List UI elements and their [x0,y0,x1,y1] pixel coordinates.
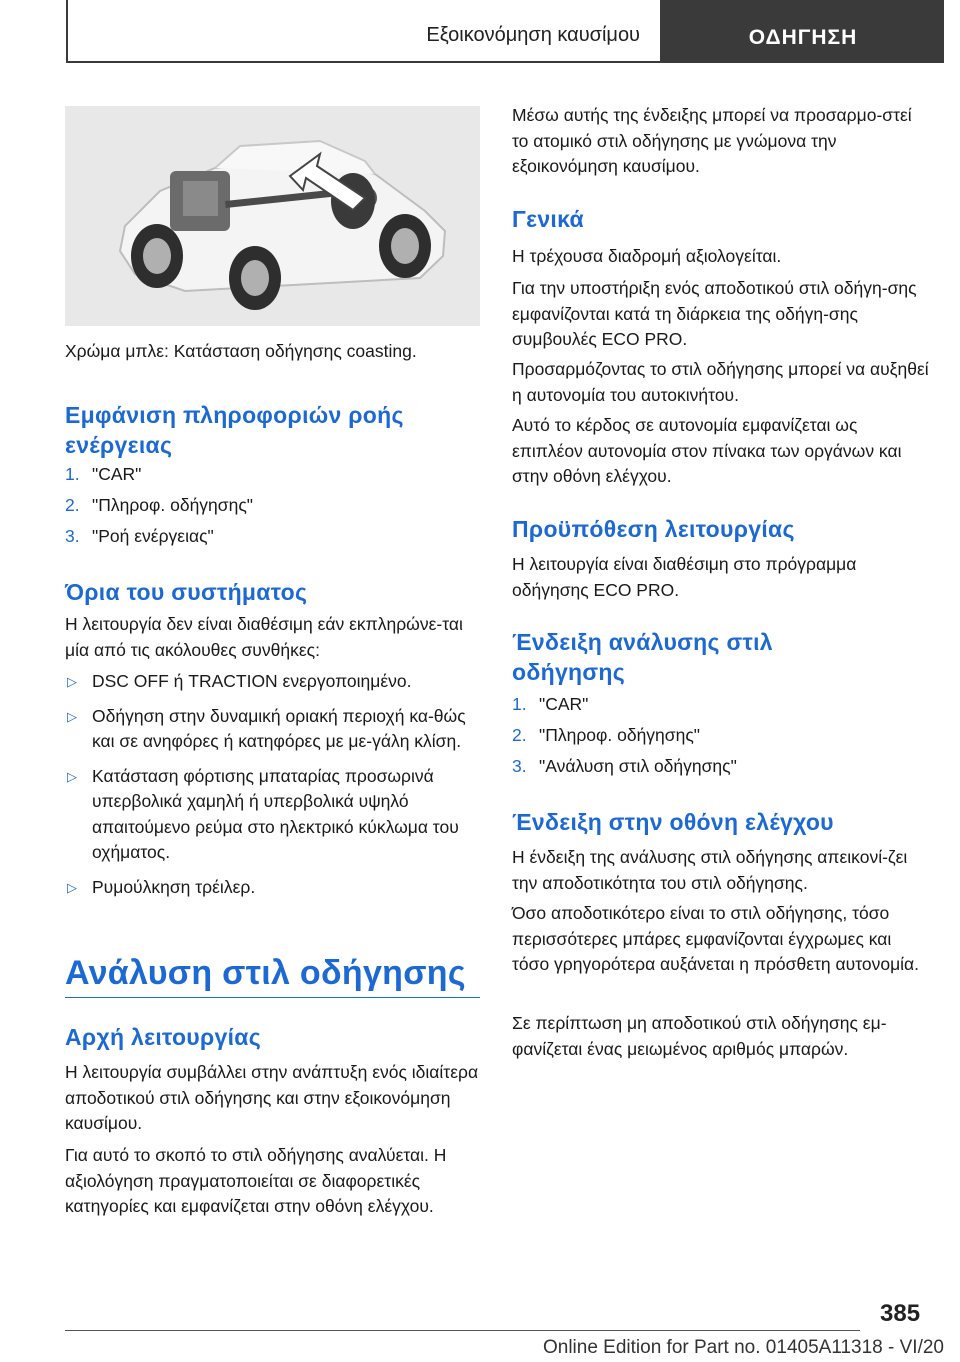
bullet-text: Οδήγηση στην δυναμική οριακή περιοχή κα-θώς και σε ανηφόρες ή κατηφόρες με με-γάλη κλίση. [92,705,466,751]
energy-flow-steps [65,459,480,552]
energy-flow-heading [65,400,480,460]
system-limits-heading: Όρια του συστήματος [65,579,308,605]
list-item [65,764,480,866]
general-heading: Γενικά [512,206,584,232]
list-item [512,720,932,751]
list-item [65,490,480,521]
section-divider [65,997,480,998]
system-limits-bullets [65,669,480,909]
car-icon [65,106,480,326]
step-number: 1. [65,464,80,484]
requirement-paragraph: Η λειτουργία είναι διαθέσιμη στο πρόγραμμα οδήγησης ECO PRO. [512,554,857,600]
bullet-triangle-icon: ▷ [67,674,77,689]
step-text: "CAR" [539,694,589,714]
bullet-text: Ρυμούλκηση τρέιλερ. [92,876,256,897]
list-item [65,521,480,552]
control-display-heading: Ένδειξη στην οθόνη ελέγχου [512,809,834,835]
analysis-display-heading [512,627,932,687]
chapter-tab [662,0,944,63]
step-text: "Πληροφ. οδήγησης" [92,495,253,515]
bullet-triangle-icon: ▷ [67,708,77,724]
principle-paragraph-1: Η λειτουργία συμβάλλει στην ανάπτυξη ενός ιδιαίτερα αποδοτικού στιλ οδήγησης και στην εξοικονόμηση καυσίμου. [65,1062,479,1133]
bullet-triangle-icon: ▷ [67,879,77,895]
footer-divider [65,1330,860,1331]
step-text: "Πληροφ. οδήγησης" [539,725,700,745]
list-item [65,459,480,490]
analysis-display-steps [512,689,932,782]
analysis-display-heading-line1: Ένδειξη ανάλυσης στιλ [512,629,773,655]
control-display-paragraph-2: Όσο αποδοτικότερο είναι το στιλ οδήγησης, τόσο περισσότερες μπάρες εμφανίζονται έγχρωμες και τόσο γρηγορότερα αυξάνεται η πρόσθετη αυτονομία. [512,903,920,974]
step-number: 2. [65,495,80,515]
energy-flow-heading-line1: Εμφάνιση πληροφοριών ροής [65,402,404,428]
bullet-text: Κατάσταση φόρτισης μπαταρίας προσωρινά υπερβολικά χαμηλή ή υπερβολικά υψηλό απαιτούμενο ρεύμα στο ηλεκτρικό κύκλωμα του οχήματος. [92,765,459,862]
bullet-text: DSC OFF ή TRACTION ενεργοποιημένο. [92,671,412,691]
general-paragraph-2: Για την υποστήριξη ενός αποδοτικού στιλ οδήγη-σης εμφανίζονται κατά τη διάρκεια της οδήγη-σης συμβουλές ECO PRO. [512,278,917,349]
energy-flow-heading-line2: ενέργειας [65,432,173,458]
step-number: 3. [65,526,80,546]
general-paragraph-4: Αυτό το κέρδος σε αυτονομία εμφανίζεται ως επιπλέον αυτονομία στον πίνακα των οργάνων και στην οθόνη ελέγχου. [512,415,902,486]
car-coasting-illustration [65,106,480,326]
driving-style-heading: Ανάλυση στιλ οδήγησης [65,954,466,992]
driving-style-paragraph: Μέσω αυτής της ένδειξης μπορεί να προσαρμο-στεί το ατομικό στιλ οδήγησης με γνώμονα την εξοικονόμηση καυσίμου. [512,105,912,176]
step-number: 1. [512,694,527,714]
chapter-tab-label: ΟΔΗΓΗΣΗ [748,26,858,49]
step-text: "CAR" [92,464,142,484]
list-item [65,704,480,755]
control-display-paragraph-1: Η ένδειξη της ανάλυσης στιλ οδήγησης απεικονί-ζει την αποδοτικότητα του στιλ οδήγησης. [512,847,908,893]
footer-edition-text: Online Edition for Part no. 01405A11318 - VI/20 [542,1337,944,1358]
step-number: 3. [512,756,527,776]
section-title: Εξοικονόμηση καυσίμου [426,24,640,46]
page-number: 385 [880,1300,921,1327]
analysis-display-heading-line2: οδήγησης [512,659,626,685]
list-item [65,875,480,901]
image-caption: Χρώμα μπλε: Κατάσταση οδήγησης coasting. [65,341,417,361]
step-text: "Ροή ενέργειας" [92,526,214,546]
header-section-box [66,0,662,63]
step-text: "Ανάλυση στιλ οδήγησης" [539,756,737,776]
control-display-paragraph-3: Σε περίπτωση μη αποδοτικού στιλ οδήγησης εμ-φανίζεται ένας μειωμένος αριθμός μπαρών. [512,1013,887,1059]
principle-paragraph-2: Για αυτό το σκοπό το στιλ οδήγησης αναλύεται. Η αξιολόγηση πραγματοποιείται σε διαφορετικές κατηγορίες και εμφανίζεται στην οθόνη ελέγχου. [65,1145,447,1216]
list-item [65,669,480,695]
general-paragraph-3: Προσαρμόζοντας το στιλ οδήγησης μπορεί να αυξηθεί η αυτονομία του αυτοκινήτου. [512,359,929,405]
list-item [512,751,932,782]
bullet-triangle-icon: ▷ [67,768,77,784]
list-item [512,689,932,720]
principle-heading: Αρχή λειτουργίας [65,1024,261,1050]
general-paragraph-1: Η τρέχουσα διαδρομή αξιολογείται. [512,246,782,266]
requirement-heading: Προϋπόθεση λειτουργίας [512,516,795,542]
step-number: 2. [512,725,527,745]
system-limits-intro: Η λειτουργία δεν είναι διαθέσιμη εάν εκπληρώνε-ται μία από τις ακόλουθες συνθήκες: [65,614,463,660]
